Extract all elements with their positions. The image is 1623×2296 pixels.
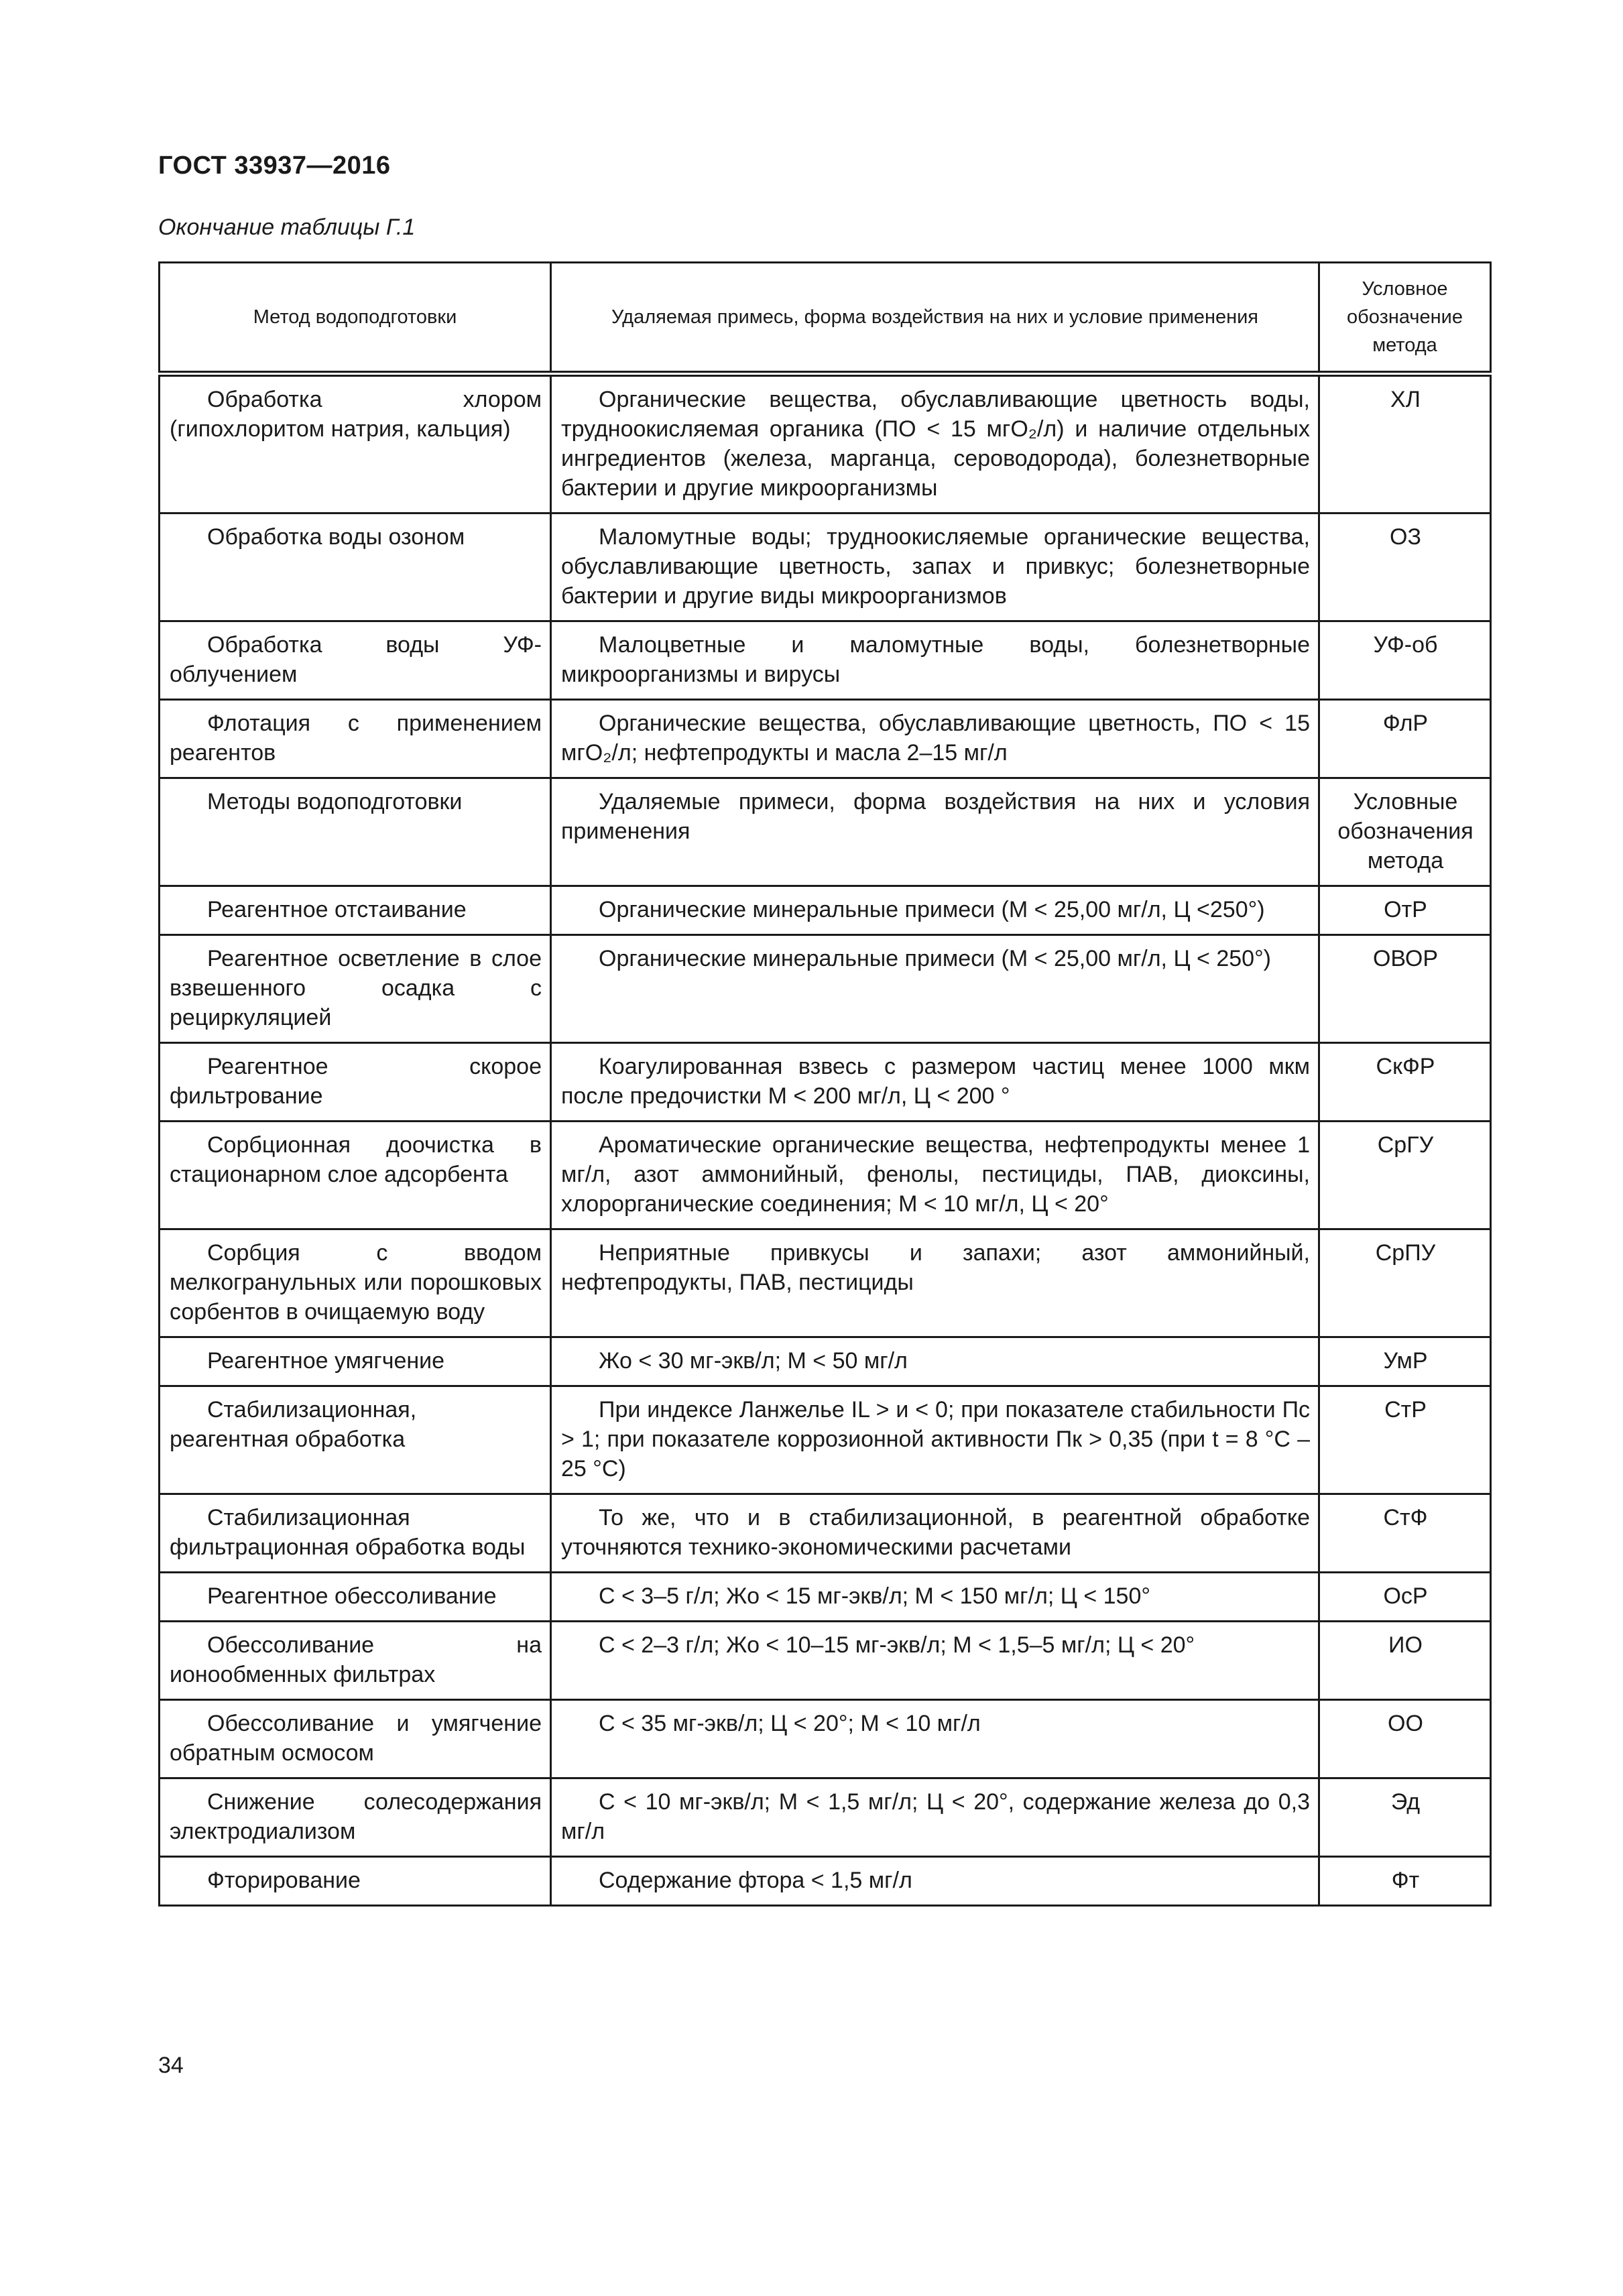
description-cell: С < 2–3 г/л; Жо < 10–15 мг-экв/л; М < 1,5–5 мг/л; Ц < 20°	[551, 1622, 1319, 1700]
code-cell: ОВОР	[1319, 935, 1491, 1043]
table-row	[160, 778, 1491, 886]
method-cell: Снижение солесодержания электродиализом	[160, 1778, 551, 1857]
table-row	[160, 1229, 1491, 1337]
code-cell: СтР	[1319, 1386, 1491, 1494]
method-cell: Обработка воды УФ-облучением	[160, 621, 551, 700]
method-cell: Обработка хлором (гипохлоритом натрия, кальция)	[160, 374, 551, 513]
code-cell: ХЛ	[1319, 374, 1491, 513]
code-cell: ОтР	[1319, 886, 1491, 935]
table-row	[160, 621, 1491, 700]
method-cell: Реагентное обессоливание	[160, 1573, 551, 1622]
description-cell: С < 10 мг-экв/л; М < 1,5 мг/л; Ц < 20°, содержание железа до 0,3 мг/л	[551, 1778, 1319, 1857]
table-row	[160, 700, 1491, 778]
method-cell: Обессоливание на ионообменных фильтрах	[160, 1622, 551, 1700]
description-cell: Жо < 30 мг-экв/л; М < 50 мг/л	[551, 1337, 1319, 1386]
method-cell: Стабилизационная, реагентная обработка	[160, 1386, 551, 1494]
description-cell: При индексе Ланжелье IL > и < 0; при показателе стабильности Пс > 1; при показателе коррозионной активности Пк > 0,35 (при t = 8 °С – 25 °С)	[551, 1386, 1319, 1494]
table-row	[160, 1857, 1491, 1906]
header-row	[160, 263, 1491, 374]
table-row	[160, 1778, 1491, 1857]
code-cell: Условные обозначения метода	[1319, 778, 1491, 886]
table-row	[160, 1494, 1491, 1573]
method-cell: Методы водоподготовки	[160, 778, 551, 886]
description-cell: Органические минеральные примеси (М < 25,00 мг/л, Ц <250°)	[551, 886, 1319, 935]
code-cell: ОЗ	[1319, 513, 1491, 621]
header-description: Удаляемая примесь, форма воздействия на них и условие применения	[551, 263, 1319, 374]
method-cell: Фторирование	[160, 1857, 551, 1906]
code-cell: ОО	[1319, 1700, 1491, 1778]
table-row	[160, 1122, 1491, 1229]
method-cell: Обработка воды озоном	[160, 513, 551, 621]
code-cell: ФлР	[1319, 700, 1491, 778]
table-row	[160, 1622, 1491, 1700]
document-code: ГОСТ 33937—2016	[158, 152, 391, 180]
description-cell: С < 35 мг-экв/л; Ц < 20°; М < 10 мг/л	[551, 1700, 1319, 1778]
description-cell: Маломутные воды; трудноокисляемые органические вещества, обуславливающие цветность, запах и привкус; болезнетворные бактерии и другие виды микроорганизмов	[551, 513, 1319, 621]
table-row	[160, 1700, 1491, 1778]
description-cell: То же, что и в стабилизационной, в реагентной обработке уточняются технико-экономическими расчетами	[551, 1494, 1319, 1573]
method-cell: Сорбционная доочистка в стационарном слое адсорбента	[160, 1122, 551, 1229]
method-cell: Реагентное скорое фильтрование	[160, 1043, 551, 1122]
method-cell: Реагентное умягчение	[160, 1337, 551, 1386]
method-cell: Обессоливание и умягчение обратным осмосом	[160, 1700, 551, 1778]
code-cell: СтФ	[1319, 1494, 1491, 1573]
method-cell: Реагентное отстаивание	[160, 886, 551, 935]
code-cell: УмР	[1319, 1337, 1491, 1386]
table-header	[160, 263, 1491, 374]
description-cell: Органические вещества, обуславливающие цветность воды, трудноокисляемая органика (ПО < 15 мгO₂/л) и наличие отдельных ингредиентов (железа, марганца, сероводорода), болезнетворные бактерии и другие микроорганизмы	[551, 374, 1319, 513]
code-cell: ИО	[1319, 1622, 1491, 1700]
code-cell: ОсР	[1319, 1573, 1491, 1622]
description-cell: Ароматические органические вещества, нефтепродукты менее 1 мг/л, азот аммонийный, фенолы, пестициды, ПАВ, диоксины, хлорорганические соединения; М < 10 мг/л, Ц < 20°	[551, 1122, 1319, 1229]
code-cell: СрПУ	[1319, 1229, 1491, 1337]
code-cell: Фт	[1319, 1857, 1491, 1906]
table-row	[160, 1386, 1491, 1494]
table-row	[160, 886, 1491, 935]
method-cell: Сорбция с вводом мелкогранульных или порошковых сорбентов в очищаемую воду	[160, 1229, 551, 1337]
description-cell: С < 3–5 г/л; Жо < 15 мг-экв/л; М < 150 мг/л; Ц < 150°	[551, 1573, 1319, 1622]
code-cell: УФ-об	[1319, 621, 1491, 700]
table-row	[160, 1337, 1491, 1386]
code-cell: СкФР	[1319, 1043, 1491, 1122]
table-row	[160, 1043, 1491, 1122]
table-body	[160, 374, 1491, 1906]
code-cell: Эд	[1319, 1778, 1491, 1857]
header-code: Условное обозначение метода	[1319, 263, 1491, 374]
description-cell: Органические вещества, обуславливающие цветность, ПО < 15 мгО₂/л; нефтепродукты и масла 2–15 мг/л	[551, 700, 1319, 778]
table-row	[160, 374, 1491, 513]
table-row	[160, 513, 1491, 621]
table-caption: Окончание таблицы Г.1	[158, 215, 416, 240]
method-cell: Флотация с применением реагентов	[160, 700, 551, 778]
description-cell: Неприятные привкусы и запахи; азот аммонийный, нефтепродукты, ПАВ, пестициды	[551, 1229, 1319, 1337]
table-row	[160, 1573, 1491, 1622]
page-number: 34	[158, 2053, 184, 2078]
description-cell: Коагулированная взвесь с размером частиц менее 1000 мкм после предочистки М < 200 мг/л, Ц < 200 °	[551, 1043, 1319, 1122]
code-cell: СрГУ	[1319, 1122, 1491, 1229]
water-treatment-table	[158, 261, 1492, 1907]
description-cell: Малоцветные и маломутные воды, болезнетворные микроорганизмы и вирусы	[551, 621, 1319, 700]
description-cell: Удаляемые примеси, форма воздействия на них и условия применения	[551, 778, 1319, 886]
description-cell: Содержание фтора < 1,5 мг/л	[551, 1857, 1319, 1906]
method-cell: Реагентное осветление в слое взвешенного осадка с рециркуляцией	[160, 935, 551, 1043]
description-cell: Органические минеральные примеси (М < 25,00 мг/л, Ц < 250°)	[551, 935, 1319, 1043]
table-row	[160, 935, 1491, 1043]
method-cell: Стабилизационная фильтрационная обработка воды	[160, 1494, 551, 1573]
header-method: Метод водоподготовки	[160, 263, 551, 374]
